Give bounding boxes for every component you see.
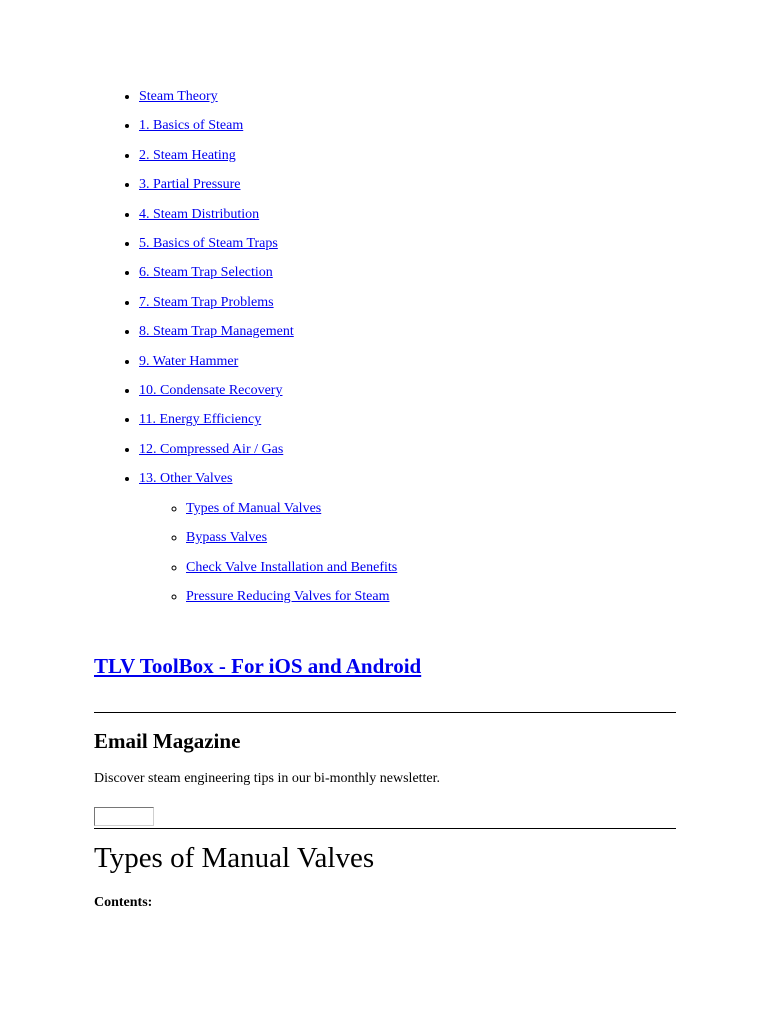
nav-link-compressed-air-gas[interactable]: 12. Compressed Air / Gas [139, 441, 284, 457]
nav-item [139, 347, 397, 376]
nav-link-other-valves[interactable]: 13. Other Valves [139, 471, 233, 487]
contents-label: Contents: [94, 895, 153, 910]
nav-link-partial-pressure[interactable]: 3. Partial Pressure [139, 177, 241, 193]
nav-item [139, 141, 397, 170]
nav-link-water-hammer[interactable]: 9. Water Hammer [139, 353, 239, 369]
other-valves-sub-list [139, 494, 397, 612]
nav-item [139, 258, 397, 287]
sub-nav-link-check-valve-installation[interactable]: Check Valve Installation and Benefits [186, 559, 398, 575]
nav-link-steam-trap-selection[interactable]: 6. Steam Trap Selection [139, 265, 273, 281]
section-divider [94, 828, 676, 829]
sub-nav-item [186, 494, 397, 523]
newsletter-email-input[interactable] [94, 807, 154, 826]
nav-item [139, 200, 397, 229]
nav-link-steam-heating[interactable]: 2. Steam Heating [139, 147, 236, 163]
sub-nav-item [186, 523, 397, 552]
nav-link-basics-of-steam-traps[interactable]: 5. Basics of Steam Traps [139, 236, 278, 252]
steam-theory-nav-list [94, 82, 397, 611]
sub-nav-item [186, 553, 397, 582]
sub-nav-link-bypass-valves[interactable]: Bypass Valves [186, 530, 268, 546]
nav-link-steam-distribution[interactable]: 4. Steam Distribution [139, 206, 260, 222]
nav-item [139, 317, 397, 346]
nav-item [139, 288, 397, 317]
nav-item [139, 111, 397, 140]
nav-item [139, 170, 397, 199]
nav-item [139, 464, 397, 611]
nav-item [139, 229, 397, 258]
sub-nav-item [186, 582, 397, 611]
page-title: Types of Manual Valves [94, 842, 375, 874]
email-magazine-description: Discover steam engineering tips in our bi-monthly newsletter. [94, 771, 441, 786]
section-divider [94, 712, 676, 713]
nav-link-condensate-recovery[interactable]: 10. Condensate Recovery [139, 383, 283, 399]
nav-link-energy-efficiency[interactable]: 11. Energy Efficiency [139, 412, 262, 428]
nav-item [139, 376, 397, 405]
nav-link-basics-of-steam[interactable]: 1. Basics of Steam [139, 118, 244, 134]
nav-item [139, 435, 397, 464]
nav-link-steam-theory[interactable]: Steam Theory [139, 89, 218, 104]
nav-item [139, 405, 397, 434]
email-magazine-heading: Email Magazine [94, 729, 241, 753]
tlv-toolbox-link[interactable]: TLV ToolBox - For iOS and Android [94, 654, 422, 678]
nav-link-steam-trap-problems[interactable]: 7. Steam Trap Problems [139, 294, 274, 310]
sub-nav-link-types-of-manual-valves[interactable]: Types of Manual Valves [186, 500, 322, 516]
sub-nav-link-pressure-reducing-valves[interactable]: Pressure Reducing Valves for Steam [186, 588, 390, 604]
nav-item [139, 82, 397, 111]
nav-link-steam-trap-management[interactable]: 8. Steam Trap Management [139, 324, 294, 340]
